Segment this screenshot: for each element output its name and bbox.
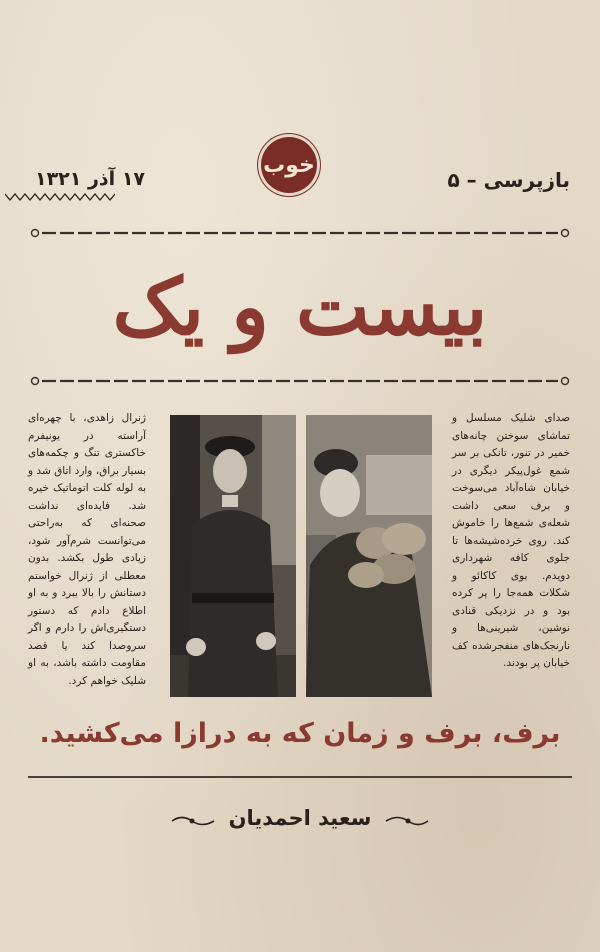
right-flourish-icon — [384, 814, 430, 828]
chain-divider-top — [30, 226, 570, 240]
chain-divider-bottom — [30, 374, 570, 388]
book-title: بیست و یک — [112, 262, 488, 353]
photo-officer — [170, 415, 296, 697]
zigzag-ornament-icon — [5, 193, 115, 201]
book-subtitle: برف، برف و زمان که به درازا می‌کشید. — [39, 718, 561, 749]
publisher-logo: خوب — [261, 137, 317, 193]
horizontal-rule — [28, 776, 572, 778]
photo-soldier — [306, 415, 432, 697]
series-label: بازپرسی – ۵ — [447, 168, 570, 192]
author-row — [0, 806, 600, 836]
excerpt-left-column: ژنرال زاهدی، با چهره‌ای آراسته در یونیفرم خاکستری تنگ و چکمه‌های بسیار براق، وارد اتاق شد و به لوله کلت اتوماتیک خیره شد. فایده‌ای نداشت صحنه‌ای که به‌راحتی می‌توانست شرم‌آور شود، زیادی طول بکشد. بدون معطلی از ژنرال خواستم دستانش را بالا ببرد و به او اطلاع دادم که دستور دستگیری‌اش را دارم و اگر سروصدا کند یا قصد مقاومت داشته باشد، به او شلیک خواهم کرد. — [28, 412, 146, 687]
excerpt-right-column: صدای شلیک مسلسل و تماشای سوختن چانه‌های خمیر در تنور، تانکی بر سر شمع غول‌پیکر دیگری در خیابان شاه‌آباد می‌سوخت و برف سعی داشت شعله‌ی شمع‌ها را خاموش کند. روی خرده‌شیشه‌ها تا جلوی کافه شهرداری دویدم. بوی کاکائو و شکلات همه‌جا را پر کرده بود و در نزدیکی قنادی نوشین، شیرینی‌ها و نارنجک‌های منفجرشده کف خیابان پر بودند. — [452, 412, 570, 669]
author-name: سعید احمدیان — [228, 806, 372, 830]
date-label: ۱۷ آذر ۱۳۲۱ — [34, 168, 146, 190]
